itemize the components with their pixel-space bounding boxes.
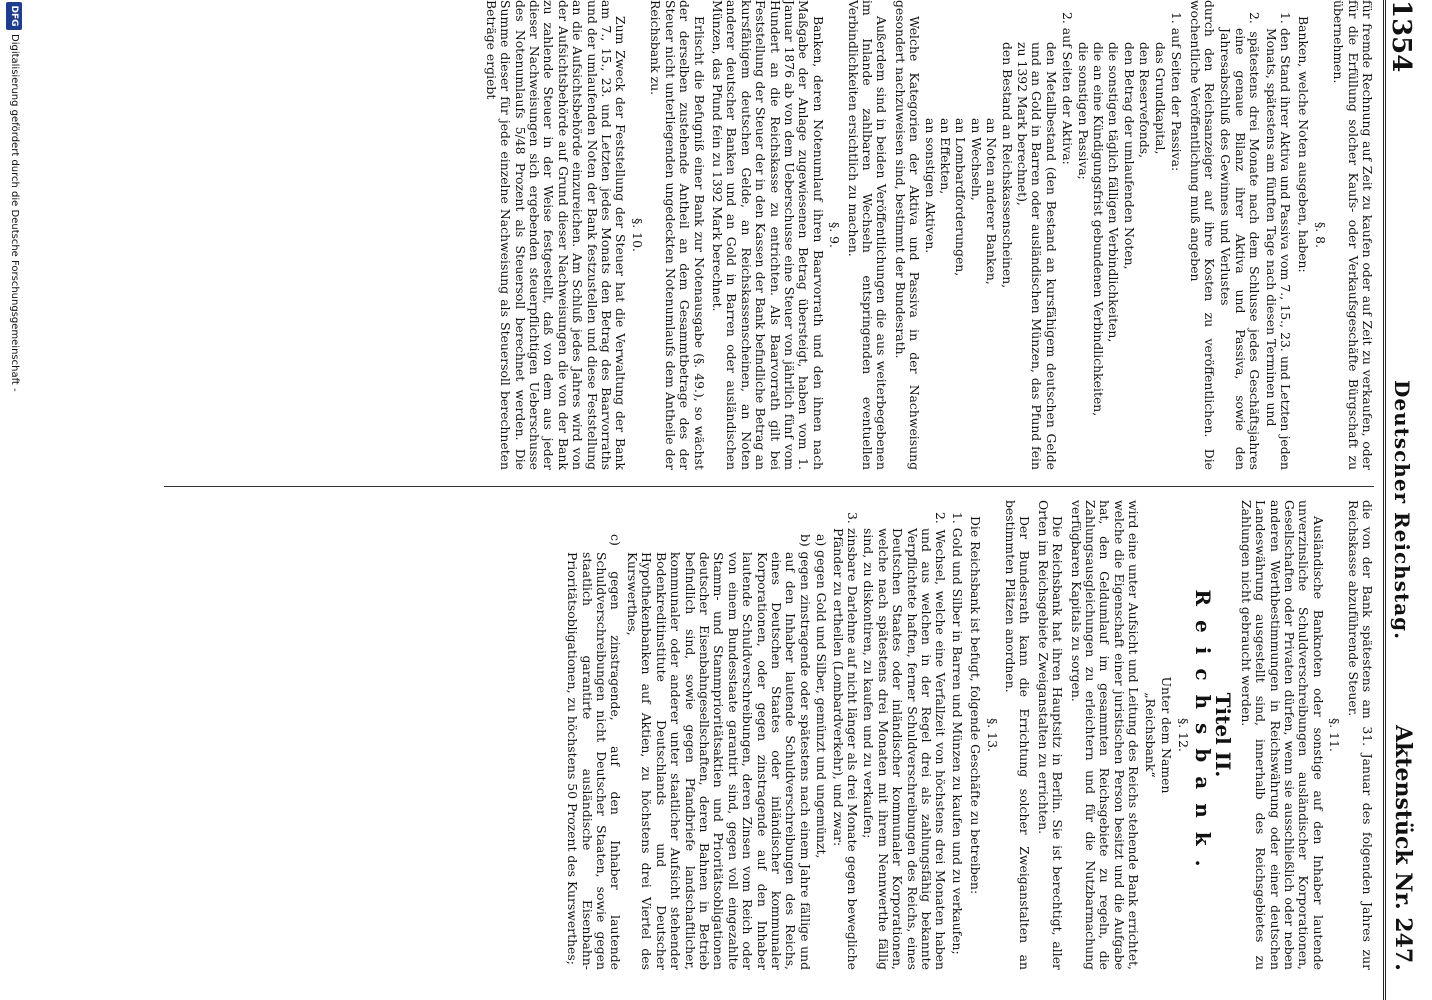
section-11-paragraph: Ausländische Banknoten oder sonstige auf den Inhaber lautende unverzinsliche Schuldverschreibungen ausländischer Korporationen, Gesellschaften oder Privaten dürfen, wenn sie ausschließlich oder neben anderen Werthbestimmungen in Reichswährung oder einer deutschen Landeswährung ausgestellt sind, innerhalb des Reichsgebietes zu Zahlungen nicht gebraucht werden. [1238,500,1326,970]
aktiva-item: an Wechseln, [968,118,984,201]
left-column [479,0,1374,470]
section-13-intro: Die Reichsbank ist befugt, folgende Geschäfte zu betreiben: [968,516,984,895]
section-13-item-3: 3. zinsbare Darlehne auf nicht länger als drei Monate gegen bewegliche Pfänder zu ertheilen (Lombardverkehr), und zwar: [830,512,860,970]
aktiva-item: an Lombardforderungen, [953,118,969,277]
section-13-item-3a: a) gegen Gold und Silber, gemünzt und ungemünzt, [814,534,830,859]
aktiva-item: an sonstigen Aktiven. [922,118,938,254]
section-11-heading: §. 11. [1327,718,1343,752]
section-12-paragraph: Die Reichsbank hat ihren Hauptsitz in Berlin. Sie ist berechtigt, aller Orten im Reichsgebiete Zweiganstalten zu errichten. [1035,500,1066,970]
section-10-paragraph: Zum Zweck der Feststellung der Steuer hat die Verwaltung der Bank am 7., 15., 23. und Letzten jedes Monats den Betrag des Baarvorraths und der umlaufenden Noten der Bank festzustellen und diese Feststellung an die Aufsichtsbehörde einzureichen. Am Schluß jedes Jahres wird von der Aufsichtsbehörde auf Grund dieser Nachweisungen die von der Bank zu zahlende Steuer in der Weise festgestellt, daß von dem aus jeder dieser Nachweisungen sich ergebenden steuerpflichtigen Ueberschusse des Notenumlaufs 5/48 Prozent als Steuersoll berechnet werden. Die Summe dieser für jede einzelne Nachweisung als Steuersoll berechneten Beträge ergiebt [483,0,629,470]
section-13-item-3c: c) gegen zinstragende, auf den Inhaber lautende Schuldverschreibungen nicht Deutscher Staaten, sowie gegen staatlich garantirte ausländische Eisenbahn-Prioritätsobligationen, zu höchstens 50 Prozent des Kurswerthes; [565,534,624,970]
section-8-intro: Banken, welche Noten ausgeben, haben: [1296,16,1312,273]
section-13-item-3b: b) gegen zinstragende oder spätestens nach einem Jahre fällige und auf den Inhaber lautende Schuldverschreibungen des Reichs, eines Deutschen Staates oder inländischer kommunaler Korporationen, oder gegen zinstragende auf den Inhaber lautende Schuldverschreibungen, deren Zinsen vom Reich oder von einem Bundesstaate garantirt sind, gegen voll eingezahlte Stamm- und Stammprioritätsaktien und Prioritätsobligationen deutscher Eisenbahngesellschaften, deren Bahnen in Betrieb befindlich sind, sowie gegen Pfandbriefe landschaftlicher, kommunaler oder anderer unter staatlicher Aufsicht stehender Bodenkreditinstitute Deutschlands und Deutscher Hypothekenbanken auf Aktien, zu höchstens drei Viertel des Kurswerthes, [624,534,813,970]
credit-text: Digitalisierung gefördert durch die Deutsche Forschungsgemeinschaft - [9,34,20,392]
paragraph-continuation: die von der Bank spätestens am 31. Januar des folgenden Jahres zur Reichskasse abzuführende Steuer. [1345,500,1375,970]
aktiva-item: den Metallbestand (den Bestand an kursfähigem deutschen Gelde und an Gold in Barren oder ausländischen Münzen, das Pfund fein zu 1392 Mark berechnet), [1015,42,1059,470]
section-8-continuation: durch den Reichsanzeiger auf ihre Kosten zu veröffentlichen. Die wochentliche Veröffentlichung muß angeben [1187,0,1217,470]
section-8-paragraph: Welche Kategorien der Aktiva und Passiva in der Nachweisung gesondert nachzuweisen sind, bestimmt der Bundesrath. [892,0,923,470]
section-12-paragraph: Der Bundesrath kann die Errichtung solcher Zweiganstalten an bestimmten Plätzen anordnen. [1003,500,1033,970]
section-13-item-2: 2. Wechsel, welche eine Verfallzeit von höchstens drei Monaten haben und aus welchen in der Regel drei als zahlungsfähig bekannte Verpflichtete haften, ferner Schuldverschreibungen des Reichs, eines Deutschen Staates oder inländischer kommunaler Korporationen, welche nach spätestens drei Monaten mit ihrem Nennwerthe fällig sind, zu diskontiren, zu kaufen und zu verkaufen; [861,512,949,970]
title-number: Titel II. [1211,692,1236,778]
aktiva-heading: 2. auf Seiten der Aktiva: [1060,12,1076,165]
section-9-paragraph: Banken, deren Notenumlauf ihren Baarvorrath und den ihnen nach Maßgabe der Anlage zugewiesenen Betrag übersteigt, haben vom 1. Januar 1876 ab von dem Ueberschusse eine Steuer von jährlich fünf vom Hundert an die Reichskasse zu entrichten. Als Baarvorrath gilt bei Feststellung der Steuer der in den Kassen der Bank befindliche Betrag an kursfähigem deutschen Gelde, an Reichskassenscheinen, an Noten anderer deutscher Banken und an Gold in Barren oder ausländischen Münzen, das Pfund fein zu 1392 Mark berechnet. [709,0,826,470]
piece-reference: Aktenstück Nr. 247. [1390,725,1416,971]
passiva-item: die an eine Kündigungsfrist gebundenen Verbindlichkeiten, [1091,42,1107,417]
title-block [1190,500,1236,970]
passiva-item: die sonstigen täglich fälligen Verbindlichkeiten, [1106,42,1122,343]
dfg-logo: DFG [6,2,22,30]
section-8-heading: §. 8. [1312,222,1328,248]
section-12-heading: §. 12. [1175,718,1191,752]
running-title: Deutscher Reichstag. [1390,380,1414,641]
section-12-lead: Unter dem Namen [1159,676,1175,794]
aktiva-item: an Effekten, [938,118,954,195]
digitization-credit [2,0,24,1000]
passiva-item: die sonstigen Passiva; [1075,42,1091,180]
passiva-item: den Reservefonds, [1137,42,1153,159]
column-divider [164,486,1374,487]
header-rule [1383,0,1386,1000]
page-number: 1354 [1386,0,1416,73]
passiva-item: den Betrag der umlaufenden Noten, [1121,42,1137,270]
section-9-paragraph: Erlischt die Befugniß einer Bank zur Notenausgabe (§. 49.), so wächst der derselben zustehende Antheil an dem Gesammtbetrage des der Steuer nicht unterliegenden ungedeckten Notenumlaufs dem Antheile der Reichsbank zu. [648,0,707,470]
section-12-paragraph: wird eine unter Aufsicht und Leitung des Reichs stehende Bank errichtet, welche die Eigenschaft einer juristischen Person besitzt und die Aufgabe hat, den Geldumlauf im gesammten Reichsgebiete zu regeln, die Zahlungsausgleichungen zu erleichtern und für die Nutzbarmachung verfügbaren Kapitals zu sorgen. [1068,500,1142,970]
passiva-item: das Grundkapital, [1152,42,1168,155]
aktiva-item: den Bestand an Reichskassenscheinen, [999,42,1015,289]
aktiva-item: an Noten anderer Banken, [984,118,1000,285]
section-8-item-2: 2. spätestens drei Monate nach dem Schlusse jedes Geschäftsjahres eine genaue Bilanz ihrer Aktiva und Passiva, sowie den Jahresabschluß des Gewinnes und Verlustes [1218,12,1263,470]
paragraph-continuation: für fremde Rechnung auf Zeit zu kaufen oder auf Zeit zu verkaufen, oder für die Erfüllung solcher Kaufs- oder Verkaufsgeschäfte Bürgschaft zu übernehmen. [1331,0,1375,470]
title-name: Reichsbank. [1190,589,1215,881]
section-13-item-1: 1. Gold und Silber in Barren und Münzen zu kaufen und zu verkaufen; [949,512,965,955]
passiva-heading: 1. auf Seiten der Passiva: [1169,12,1185,172]
section-10-heading: §. 10. [629,218,645,252]
right-column [563,500,1374,970]
section-8-item-1: 1. den Stand ihrer Aktiva und Passiva vom 7., 15., 23. und Letzten jeden Monats, spätestens am fünften Tage nach diesen Terminen und [1263,12,1293,470]
section-12-quote: „Reichsbank“ [1142,692,1158,778]
section-9-heading: §. 9. [827,222,843,248]
section-13-heading: §. 13. [984,718,1000,752]
section-8-paragraph: Außerdem sind in beiden Veröffentlichungen die aus weiterbegebenen im Inlande zahlbaren Wechseln entspringenden eventuellen Verbindlichkeiten ersichtlich zu machen. [845,0,890,470]
running-head [1388,0,1432,1000]
